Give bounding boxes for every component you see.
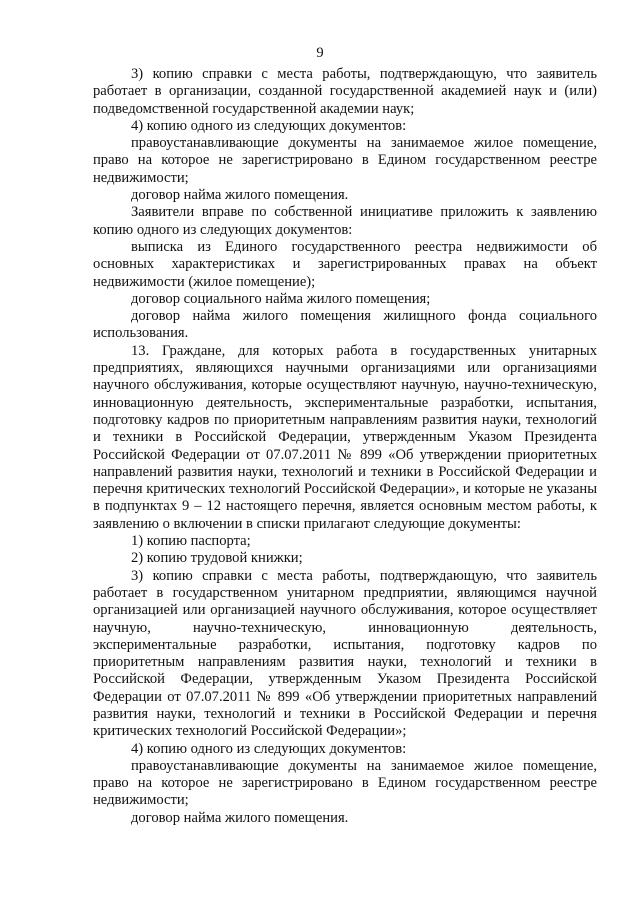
paragraph-employment-certificate-enterprise: 3) копию справки с места работы, подтверждающую, что заявитель работает в государственном унитарном предприятии, являющимся научной организацией или организацией научного обслуживания, которое осуществляет научную, научно-техническую, инновационную деятельность, экспериментальные разработки, испытания, подготовку кадров по приоритетным направлениям развития науки, технологий и техники в Российской Федерации, утвержденным Указом Президента Российской Федерации от 07.07.2011 № 899 «Об утверждении приоритетных направлений развития науки, технологий и техники в Российской Федерации и перечня критических технологий Российской Федерации»; [93, 567, 597, 740]
paragraph-passport-copy: 1) копию паспорта; [131, 533, 251, 550]
paragraph-registry-extract: выписка из Единого государственного реестра недвижимости об основных характеристиках и зарегистрированных правах на объект недвижимости (жилое помещение); [93, 238, 597, 290]
paragraph-clause-13: 13. Граждане, для которых работа в государственных унитарных предприятиях, являющихся научными организациями или организациями научного обслуживания, которые осуществляют научную, научно-техническую, инновационную деятельность, экспериментальные разработки, испытания, подготовку кадров по приоритетным направлениям развития науки, технологий и техники в Российской Федерации, утвержденным Указом Президента Российской Федерации от 07.07.2011 № 899 «Об утверждении приоритетных направлений развития науки, технологий и техники в Российской Федерации и перечня критических технологий Российской Федерации», и которые не указаны в подпунктах 9 – 12 настоящего перечня, является основным местом работы, к заявлению о включении в списки прилагают следующие документы: [93, 342, 597, 532]
paragraph-title-documents: правоустанавливающие документы на занимаемое жилое помещение, право на которое не зарегистрировано в Едином государственном реестре недвижимости; [93, 135, 597, 186]
paragraph-applicants-initiative: Заявители вправе по собственной инициативе приложить к заявлению копию одного из следующих документов: [93, 204, 597, 238]
paragraph-employment-certificate-academy: 3) копию справки с места работы, подтверждающую, что заявитель работает в организации, созданной государственной академией наук и (или) подведомственной государственной академии наук; [93, 66, 597, 117]
document-body [93, 66, 597, 827]
paragraph-copy-of-documents: 4) копию одного из следующих документов: [131, 117, 407, 134]
page-number: 9 [316, 45, 324, 61]
paragraph-social-use-rental-agreement: договор найма жилого помещения жилищного фонда социального использования. [93, 308, 597, 342]
paragraph-copy-of-documents-2: 4) копию одного из следующих документов: [131, 740, 407, 757]
paragraph-employment-book-copy: 2) копию трудовой книжки; [131, 550, 303, 567]
paragraph-title-documents-2: правоустанавливающие документы на занимаемое жилое помещение, право на которое не зарегистрировано в Едином государственном реестре недвижимости; [93, 757, 597, 809]
paragraph-rental-agreement: договор найма жилого помещения. [131, 187, 349, 204]
paragraph-rental-agreement-2: договор найма жилого помещения. [131, 809, 349, 826]
paragraph-social-rental-agreement: договор социального найма жилого помещения; [131, 290, 431, 307]
